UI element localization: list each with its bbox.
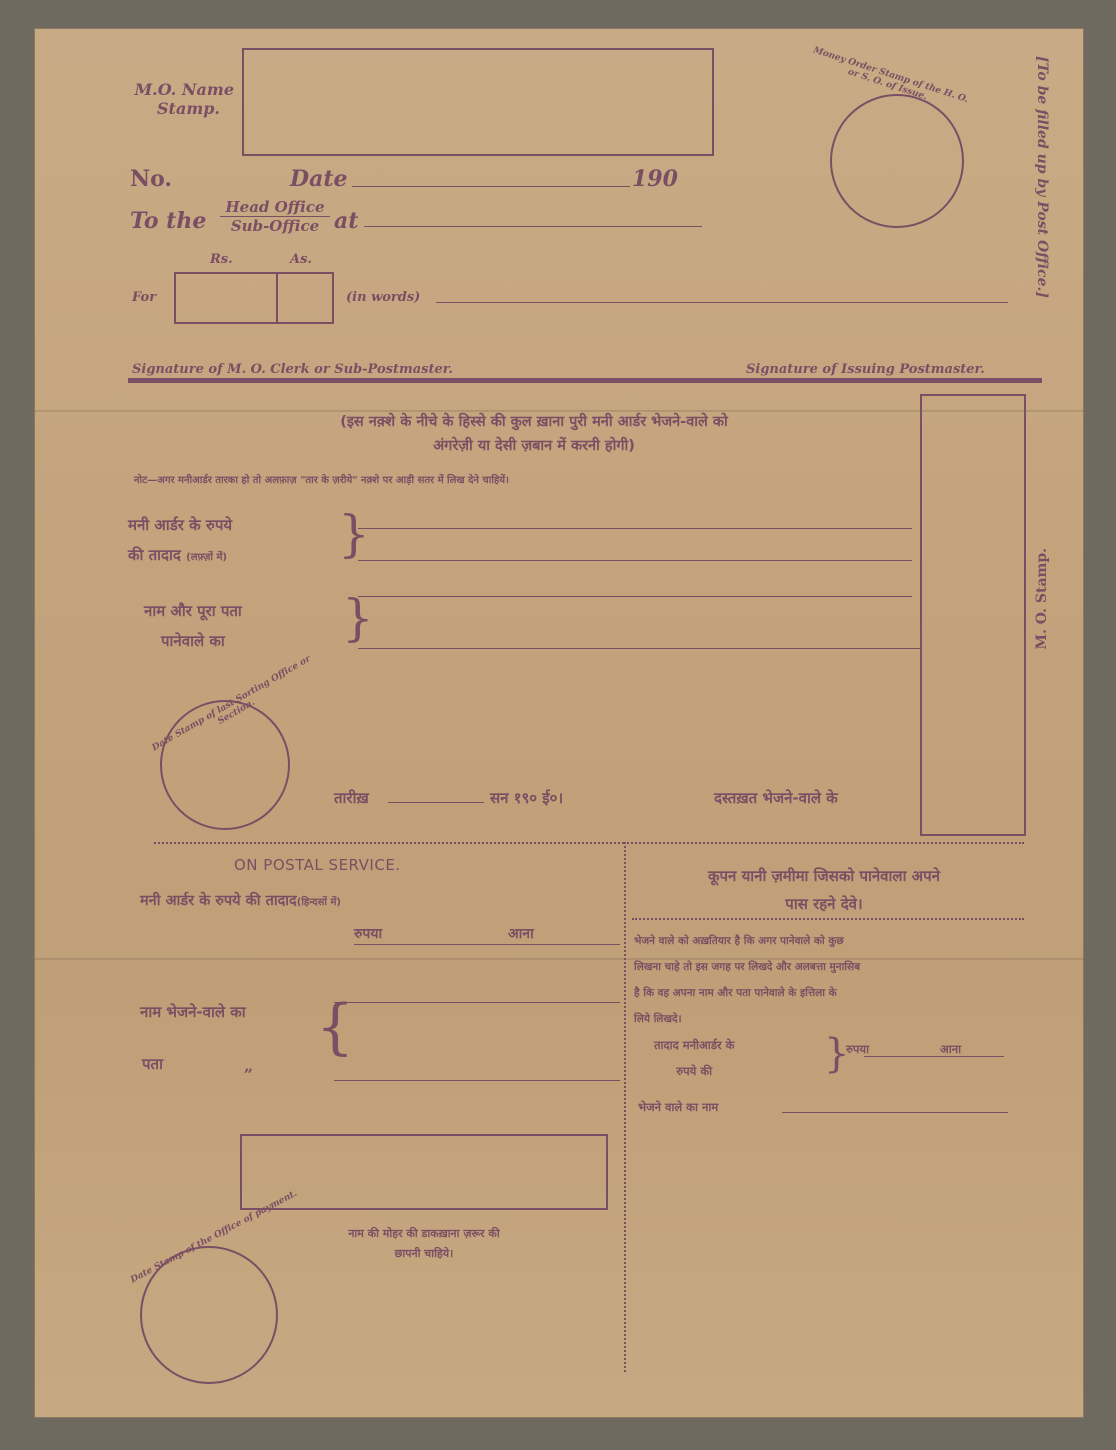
- mo-stamp-box[interactable]: [920, 394, 1026, 836]
- payee-line-1[interactable]: [358, 572, 912, 597]
- issuing-signature-label: Signature of Issuing Postmaster.: [746, 362, 985, 377]
- mo-stamp-side-label: M. O. Stamp.: [1034, 548, 1050, 650]
- aana-label: आना: [508, 926, 534, 942]
- office-at-field[interactable]: [364, 200, 702, 227]
- to-the-label: To the: [130, 208, 207, 234]
- year-label: 190: [632, 166, 678, 192]
- seal-note: नाम की मोहर की डाकख़ाना ज़रूर की छापनी चाहिये।: [348, 1227, 500, 1260]
- amount-line-2[interactable]: [358, 538, 912, 561]
- brace: }: [338, 505, 370, 563]
- coupon-heading: कूपन यानी ज़मीमा जिसको पानेवाला अपने पास रहने देवे।: [708, 867, 940, 913]
- coupon-aana-label: आना: [940, 1042, 962, 1056]
- amount-line-1[interactable]: [358, 506, 912, 529]
- tear-line: [624, 842, 1024, 844]
- san-label: सन १९० ई०।: [490, 789, 564, 807]
- coupon-divider: [632, 918, 1024, 920]
- money-order-form: [34, 28, 1084, 1418]
- rupaya-label: रुपया: [354, 926, 383, 942]
- brace: }: [824, 1031, 850, 1077]
- date-hindi-label: तारीख़: [334, 789, 369, 807]
- bottom-amount-label: मनी आर्डर के रुपये की तादाद(हिन्दसों में): [140, 893, 342, 909]
- payment-stamp-label: Date Stamp of the Office of payment.: [129, 1188, 299, 1286]
- sender-name-label: नाम भेजने-वाले का: [140, 1003, 246, 1021]
- ditto-mark: „: [244, 1056, 254, 1075]
- coupon-rupaya-label: रुपया: [846, 1042, 870, 1056]
- amount-label: मनी आर्डर के रुपये की तादाद (लफ़्ज़ों में): [128, 516, 233, 564]
- postal-service-heading: ON POSTAL SERVICE.: [234, 856, 401, 874]
- brace: {: [316, 992, 355, 1062]
- no-label: No.: [130, 166, 173, 192]
- rupees-box[interactable]: [174, 272, 278, 324]
- coupon-amount-field[interactable]: [864, 1040, 1004, 1057]
- date-label: Date: [290, 166, 348, 192]
- at-label: at: [334, 208, 359, 234]
- date-hindi-field[interactable]: [388, 784, 484, 803]
- annas-box[interactable]: [276, 272, 334, 324]
- clerk-signature-label: Signature of M. O. Clerk or Sub-Postmaster.: [132, 362, 453, 377]
- sender-signature-label: दस्तख़त भेजने-वाले के: [714, 789, 838, 807]
- tear-line-vertical: [624, 842, 626, 1372]
- office-type: Head Office Sub-Office: [220, 198, 330, 235]
- sender-name-field[interactable]: [334, 982, 620, 1003]
- rs-label: Rs.: [210, 252, 233, 267]
- coupon-amount-label: तादाद मनीआर्डर के रुपये की: [654, 1038, 735, 1078]
- payee-line-2[interactable]: [358, 624, 920, 649]
- coupon-sender-field[interactable]: [782, 1096, 1008, 1113]
- as-label: As.: [290, 252, 312, 267]
- sender-address-field[interactable]: [334, 1060, 620, 1081]
- for-label: For: [132, 290, 157, 305]
- mo-name-label: M.O. Name Stamp.: [134, 80, 234, 118]
- brace: }: [342, 589, 374, 647]
- side-note: [To be filled up by Post Office.]: [1034, 56, 1050, 298]
- instruction-text: (इस नक़्शे के नीचे के हिस्से की कुल ख़ाना पुरी मनी आर्डर भेजने-वाले को अंगरेज़ी या देसी ज़बान में करनी होगी): [340, 414, 728, 454]
- divider-bar: [128, 378, 1042, 383]
- bottom-amount-field[interactable]: [354, 924, 620, 945]
- tear-line: [154, 842, 624, 844]
- in-words-label: (in words): [346, 290, 421, 305]
- issue-stamp-circle: [830, 94, 964, 228]
- amount-words-field[interactable]: [436, 280, 1008, 303]
- payee-label: नाम और पूरा पता पानेवाले का: [144, 602, 242, 650]
- sorting-stamp-label: Date Stamp of last Sorting Office or Section.: [150, 654, 313, 754]
- issue-stamp-label: Money Order Stamp of the H. O. or S. O. of Issue.: [811, 45, 970, 106]
- mo-name-stamp-box[interactable]: [242, 48, 714, 156]
- coupon-sender-label: भेजने वाले का नाम: [638, 1100, 719, 1114]
- note-text: नोट—अगर मनीआर्डर तारका हो तो अलफ़ाज़ "तार के ज़रीये" नक़्शे पर आड़ी सतर में लिख देने चाहियें।: [134, 475, 509, 486]
- coupon-message: भेजने वाले को अख़तियार है कि अगर पानेवाले को कुछ लिखना चाहे तो इस जगह पर लिखदे और अलबत्ता मुनासिब है कि वह अपना नाम और पता पानेवाले के इत्तिला के लिये लिखदे।: [634, 935, 861, 1025]
- pata-label: पता: [142, 1055, 163, 1073]
- date-field[interactable]: [352, 158, 630, 187]
